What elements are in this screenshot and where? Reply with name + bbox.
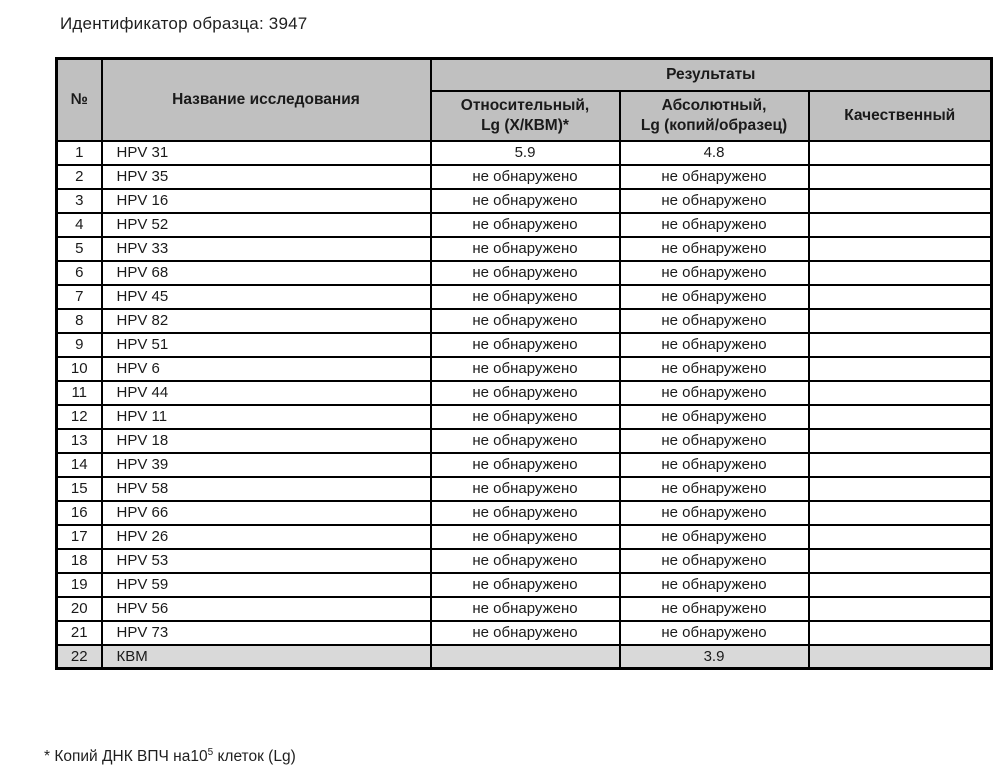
cell-name: HPV 6 [102,357,431,381]
footnote-prefix: * Копий ДНК ВПЧ на10 [44,748,208,766]
cell-num: 12 [57,405,102,429]
cell-qualitative [809,309,992,333]
cell-absolute: не обнаружено [620,309,809,333]
table-row [57,141,992,165]
cell-num: 20 [57,597,102,621]
cell-num: 10 [57,357,102,381]
cell-relative: не обнаружено [431,189,620,213]
column-header-relative [431,91,620,141]
cell-qualitative [809,405,992,429]
cell-absolute: не обнаружено [620,357,809,381]
table-row [57,549,992,573]
cell-num: 7 [57,285,102,309]
cell-relative: не обнаружено [431,261,620,285]
cell-name: HPV 82 [102,309,431,333]
column-header-absolute [620,91,809,141]
column-header-study-name: Название исследования [102,59,431,141]
cell-absolute: не обнаружено [620,237,809,261]
cell-absolute: не обнаружено [620,381,809,405]
cell-relative: не обнаружено [431,573,620,597]
table-row [57,261,992,285]
cell-relative: не обнаружено [431,165,620,189]
table-row [57,357,992,381]
cell-absolute: не обнаружено [620,285,809,309]
cell-relative: не обнаружено [431,621,620,645]
cell-num: 15 [57,477,102,501]
cell-name: HPV 73 [102,621,431,645]
cell-qualitative [809,477,992,501]
cell-absolute: не обнаружено [620,405,809,429]
cell-relative [431,645,620,669]
cell-absolute: не обнаружено [620,597,809,621]
table-row [57,645,992,669]
cell-relative: не обнаружено [431,549,620,573]
cell-name: КВМ [102,645,431,669]
cell-qualitative [809,165,992,189]
cell-num: 19 [57,573,102,597]
cell-relative: не обнаружено [431,237,620,261]
table-row [57,237,992,261]
table-row [57,381,992,405]
cell-absolute: не обнаружено [620,525,809,549]
cell-num: 17 [57,525,102,549]
cell-relative: не обнаружено [431,453,620,477]
cell-relative: не обнаружено [431,333,620,357]
cell-qualitative [809,525,992,549]
cell-qualitative [809,453,992,477]
cell-absolute: не обнаружено [620,333,809,357]
cell-qualitative [809,549,992,573]
cell-absolute: не обнаружено [620,165,809,189]
table-row [57,525,992,549]
cell-relative: не обнаружено [431,477,620,501]
footnote-superscript: 5 [207,747,214,758]
cell-num: 4 [57,213,102,237]
cell-num: 13 [57,429,102,453]
cell-absolute: 4.8 [620,141,809,165]
cell-name: HPV 56 [102,597,431,621]
table-row [57,213,992,237]
cell-qualitative [809,333,992,357]
table-row [57,309,992,333]
cell-num: 5 [57,237,102,261]
cell-relative: не обнаружено [431,405,620,429]
cell-absolute: не обнаружено [620,213,809,237]
results-table [55,57,993,670]
table-row [57,165,992,189]
column-header-results-group: Результаты [431,59,992,91]
cell-relative: не обнаружено [431,357,620,381]
cell-relative: не обнаружено [431,309,620,333]
cell-name: HPV 16 [102,189,431,213]
cell-qualitative [809,213,992,237]
cell-qualitative [809,141,992,165]
cell-num: 21 [57,621,102,645]
cell-absolute: не обнаружено [620,477,809,501]
cell-qualitative [809,645,992,669]
table-row [57,405,992,429]
cell-relative: не обнаружено [431,429,620,453]
cell-qualitative [809,429,992,453]
cell-name: HPV 53 [102,549,431,573]
table-row [57,333,992,357]
table-row [57,477,992,501]
cell-name: HPV 59 [102,573,431,597]
cell-name: HPV 51 [102,333,431,357]
cell-name: HPV 33 [102,237,431,261]
cell-num: 2 [57,165,102,189]
cell-relative: 5.9 [431,141,620,165]
cell-qualitative [809,381,992,405]
table-row [57,621,992,645]
cell-num: 1 [57,141,102,165]
cell-qualitative [809,573,992,597]
page-title: Идентификатор образца: 3947 [60,14,308,33]
cell-relative: не обнаружено [431,525,620,549]
cell-absolute: не обнаружено [620,573,809,597]
footnote [44,747,296,766]
cell-qualitative [809,261,992,285]
cell-qualitative [809,237,992,261]
cell-num: 8 [57,309,102,333]
cell-num: 9 [57,333,102,357]
column-header-number: № [57,59,102,141]
cell-name: HPV 68 [102,261,431,285]
column-header-absolute-line1: Абсолютный, [661,97,767,115]
cell-relative: не обнаружено [431,597,620,621]
table-row [57,285,992,309]
footnote-suffix: клеток (Lg) [213,748,296,766]
cell-relative: не обнаружено [431,213,620,237]
cell-num: 18 [57,549,102,573]
cell-num: 11 [57,381,102,405]
cell-name: HPV 58 [102,477,431,501]
cell-name: HPV 52 [102,213,431,237]
cell-absolute: не обнаружено [620,501,809,525]
column-header-relative-line2: Lg (Х/КВМ)* [481,116,569,134]
column-header-absolute-line2: Lg (копий/образец) [640,116,788,134]
cell-name: HPV 45 [102,285,431,309]
cell-qualitative [809,597,992,621]
column-header-qualitative: Качественный [809,91,992,141]
table-row [57,597,992,621]
cell-qualitative [809,285,992,309]
cell-relative: не обнаружено [431,285,620,309]
cell-name: HPV 11 [102,405,431,429]
cell-absolute: не обнаружено [620,621,809,645]
table-row [57,429,992,453]
cell-num: 6 [57,261,102,285]
results-table-header [57,59,992,141]
cell-name: HPV 18 [102,429,431,453]
results-table-body [57,141,992,669]
table-row [57,573,992,597]
cell-name: HPV 44 [102,381,431,405]
cell-absolute: не обнаружено [620,549,809,573]
table-row [57,501,992,525]
cell-absolute: не обнаружено [620,189,809,213]
cell-num: 16 [57,501,102,525]
cell-absolute: не обнаружено [620,453,809,477]
cell-absolute: не обнаружено [620,429,809,453]
cell-name: HPV 39 [102,453,431,477]
cell-qualitative [809,189,992,213]
cell-relative: не обнаружено [431,501,620,525]
cell-qualitative [809,501,992,525]
cell-absolute: не обнаружено [620,261,809,285]
cell-name: HPV 35 [102,165,431,189]
column-header-relative-line1: Относительный, [460,97,590,115]
cell-qualitative [809,621,992,645]
cell-num: 14 [57,453,102,477]
table-row [57,453,992,477]
table-row [57,189,992,213]
cell-name: HPV 66 [102,501,431,525]
cell-absolute: 3.9 [620,645,809,669]
cell-qualitative [809,357,992,381]
cell-relative: не обнаружено [431,381,620,405]
cell-name: HPV 26 [102,525,431,549]
cell-num: 3 [57,189,102,213]
cell-name: HPV 31 [102,141,431,165]
cell-num: 22 [57,645,102,669]
